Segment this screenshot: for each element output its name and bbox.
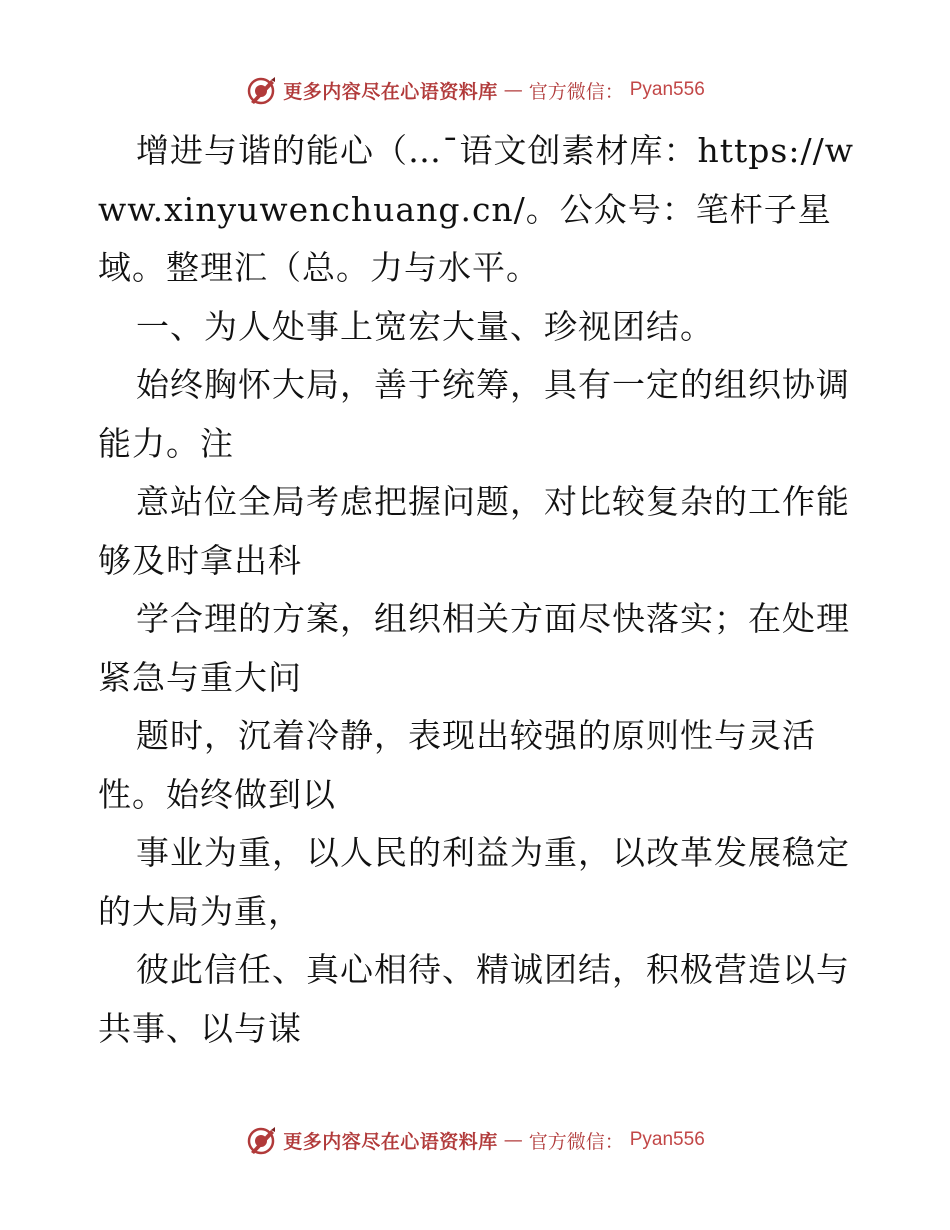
paragraph: 彼此信任、真心相待、精诚团结，积极营造以与共事、以与谋 xyxy=(98,950,850,1048)
banner-wechat-label: 官方微信： xyxy=(528,1130,624,1153)
paragraph: 学合理的方案，组织相关方面尽快落实；在处理紧急与重大问 xyxy=(98,599,850,697)
paragraph-intro: 增进与谐的能心（…¯语文创素材库：https://www.xinyuwenchuang.cn/。公众号：笔杆子星域。整理汇（总。力与水平。 xyxy=(98,131,854,287)
banner-dash: — xyxy=(503,1129,523,1151)
paragraph: 始终胸怀大局，善于统筹，具有一定的组织协调能力。注 xyxy=(98,365,850,463)
banner-wechat-id: Pyan556 xyxy=(629,79,705,100)
header-watermark-banner xyxy=(0,70,950,110)
paragraph: 事业为重，以人民的利益为重，以改革发展稳定的大局为重， xyxy=(98,833,850,931)
banner-main-text: 更多内容尽在心语资料库 xyxy=(283,80,498,103)
banner-main-text: 更多内容尽在心语资料库 xyxy=(283,1130,498,1153)
banner-wechat-id: Pyan556 xyxy=(629,1129,705,1150)
banner-wechat-label: 官方微信： xyxy=(528,80,624,103)
section-heading: 一、为人处事上宽宏大量、珍视团结。 xyxy=(136,306,714,346)
document-body xyxy=(98,122,858,1058)
pen-logo-icon xyxy=(245,74,277,106)
pen-logo-icon xyxy=(245,1124,277,1156)
paragraph: 意站位全局考虑把握问题，对比较复杂的工作能够及时拿出科 xyxy=(98,482,850,580)
paragraph: 题时，沉着冷静，表现出较强的原则性与灵活性。始终做到以 xyxy=(98,716,816,814)
footer-watermark-banner xyxy=(0,1120,950,1160)
banner-dash: — xyxy=(503,79,523,101)
